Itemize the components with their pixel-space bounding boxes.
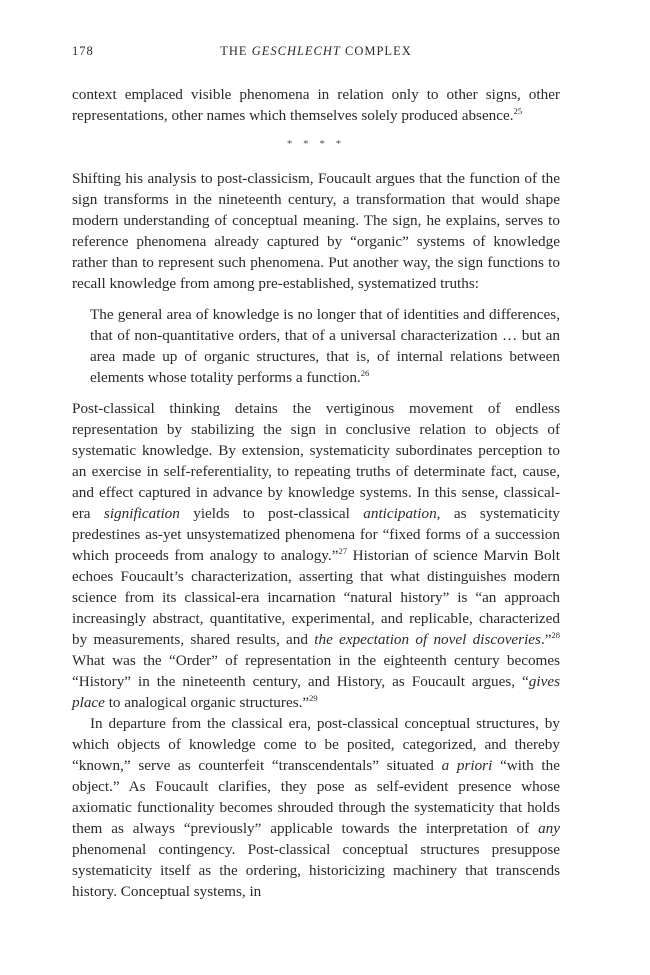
italic-text: any [538,820,560,837]
body-text [72,84,560,902]
footnote-ref: 27 [338,546,347,556]
page-number: 178 [72,44,94,58]
book-page [72,44,560,902]
footnote-ref: 28 [551,630,560,640]
footnote-ref: 25 [513,106,523,116]
text-run: “with the object.” As Foucault clarifies, they pose as self-evident presence whose axiomatic functionality becomes shrouded through the systematicity that holds them as always “previously” applicable towards the interpretation of [72,757,560,837]
section-separator: * * * * [286,138,346,150]
text-run: to analogical organic structures.” [104,694,310,711]
page-header [72,44,560,62]
italic-text: the expectation of novel discoveries [314,631,541,648]
text-run: Historian of science Marvin Bolt echoes Foucault’s characterization, asserting that what distinguishes modern science from its classical-era incarnation “natural history” is “an approach increasingly abstract, quantitative, experimental, and replicable, characterized by measurements, shared results, and [72,547,560,648]
footnote-ref: 26 [360,368,370,378]
italic-text: signification [103,505,180,522]
text-run: Post-classical thinking detains the vertiginous movement of endless representation by stabilizing the sign in conclusive relation to objects of systematic knowledge. By extension, systematicity subordinates perception to an exercise in self-referentiality, to repeating truths of determinate fact, cause, and effect captured in advance by knowledge systems. In this sense, classical-era [72,400,560,522]
quote-paragraph [90,304,560,388]
text-run: phenomenal contingency. Post-classical conceptual structures presuppose systematicity itself as the ordering, historicizing machinery that transcends history. Conceptual systems, in [72,841,560,900]
paragraph [72,398,560,713]
text-run: What was the “Order” of representation in the eighteenth century becomes “History” in the nineteenth century, and History, as Foucault argues, “ [72,652,560,690]
text-run: , as systematicity predestines as-yet unsystematized phenomena for “fixed forms of a succession which proceeds from analogy to analogy.” [72,505,561,564]
running-head-italic: GESCHLECHT [251,44,341,58]
text-run: context emplaced visible phenomena in relation only to other signs, other representations, other names which themselves solely produced absence. [72,86,560,124]
text-run: .” [540,631,552,648]
footnote-ref: 29 [309,693,318,703]
running-head-pre: THE [220,44,252,58]
running-head [72,44,560,59]
paragraph [72,168,560,294]
italic-text: a priori [441,757,493,774]
italic-text: gives place [72,673,560,711]
text-run: yields to post-classical [179,505,364,522]
block-quote [90,304,560,388]
paragraph [72,84,560,126]
running-head-post: COMPLEX [340,44,412,58]
paragraph [72,713,560,902]
text-run: The general area of knowledge is no longer that of identities and differences, that of non-quantitative orders, that of a universal characterization … but an area made up of organic structures, that is, of internal relations between elements whose totality performs a function. [90,306,560,386]
text-run: Shifting his analysis to post-classicism, Foucault argues that the function of the sign transforms in the nineteenth century, a transformation that would shape modern understanding of conceptual meaning. The sign, he explains, serves to reference phenomena already captured by “organic” systems of knowledge rather than to represent such phenomena. Put another way, the sign functions to recall knowledge from among pre-established, systematized truths: [72,170,560,292]
text-run: In departure from the classical era, post-classical conceptual structures, by which objects of knowledge come to be posited, categorized, and thereby “known,” serve as counterfeit “transcendentals” situated [72,715,560,774]
italic-text: anticipation [363,505,437,522]
